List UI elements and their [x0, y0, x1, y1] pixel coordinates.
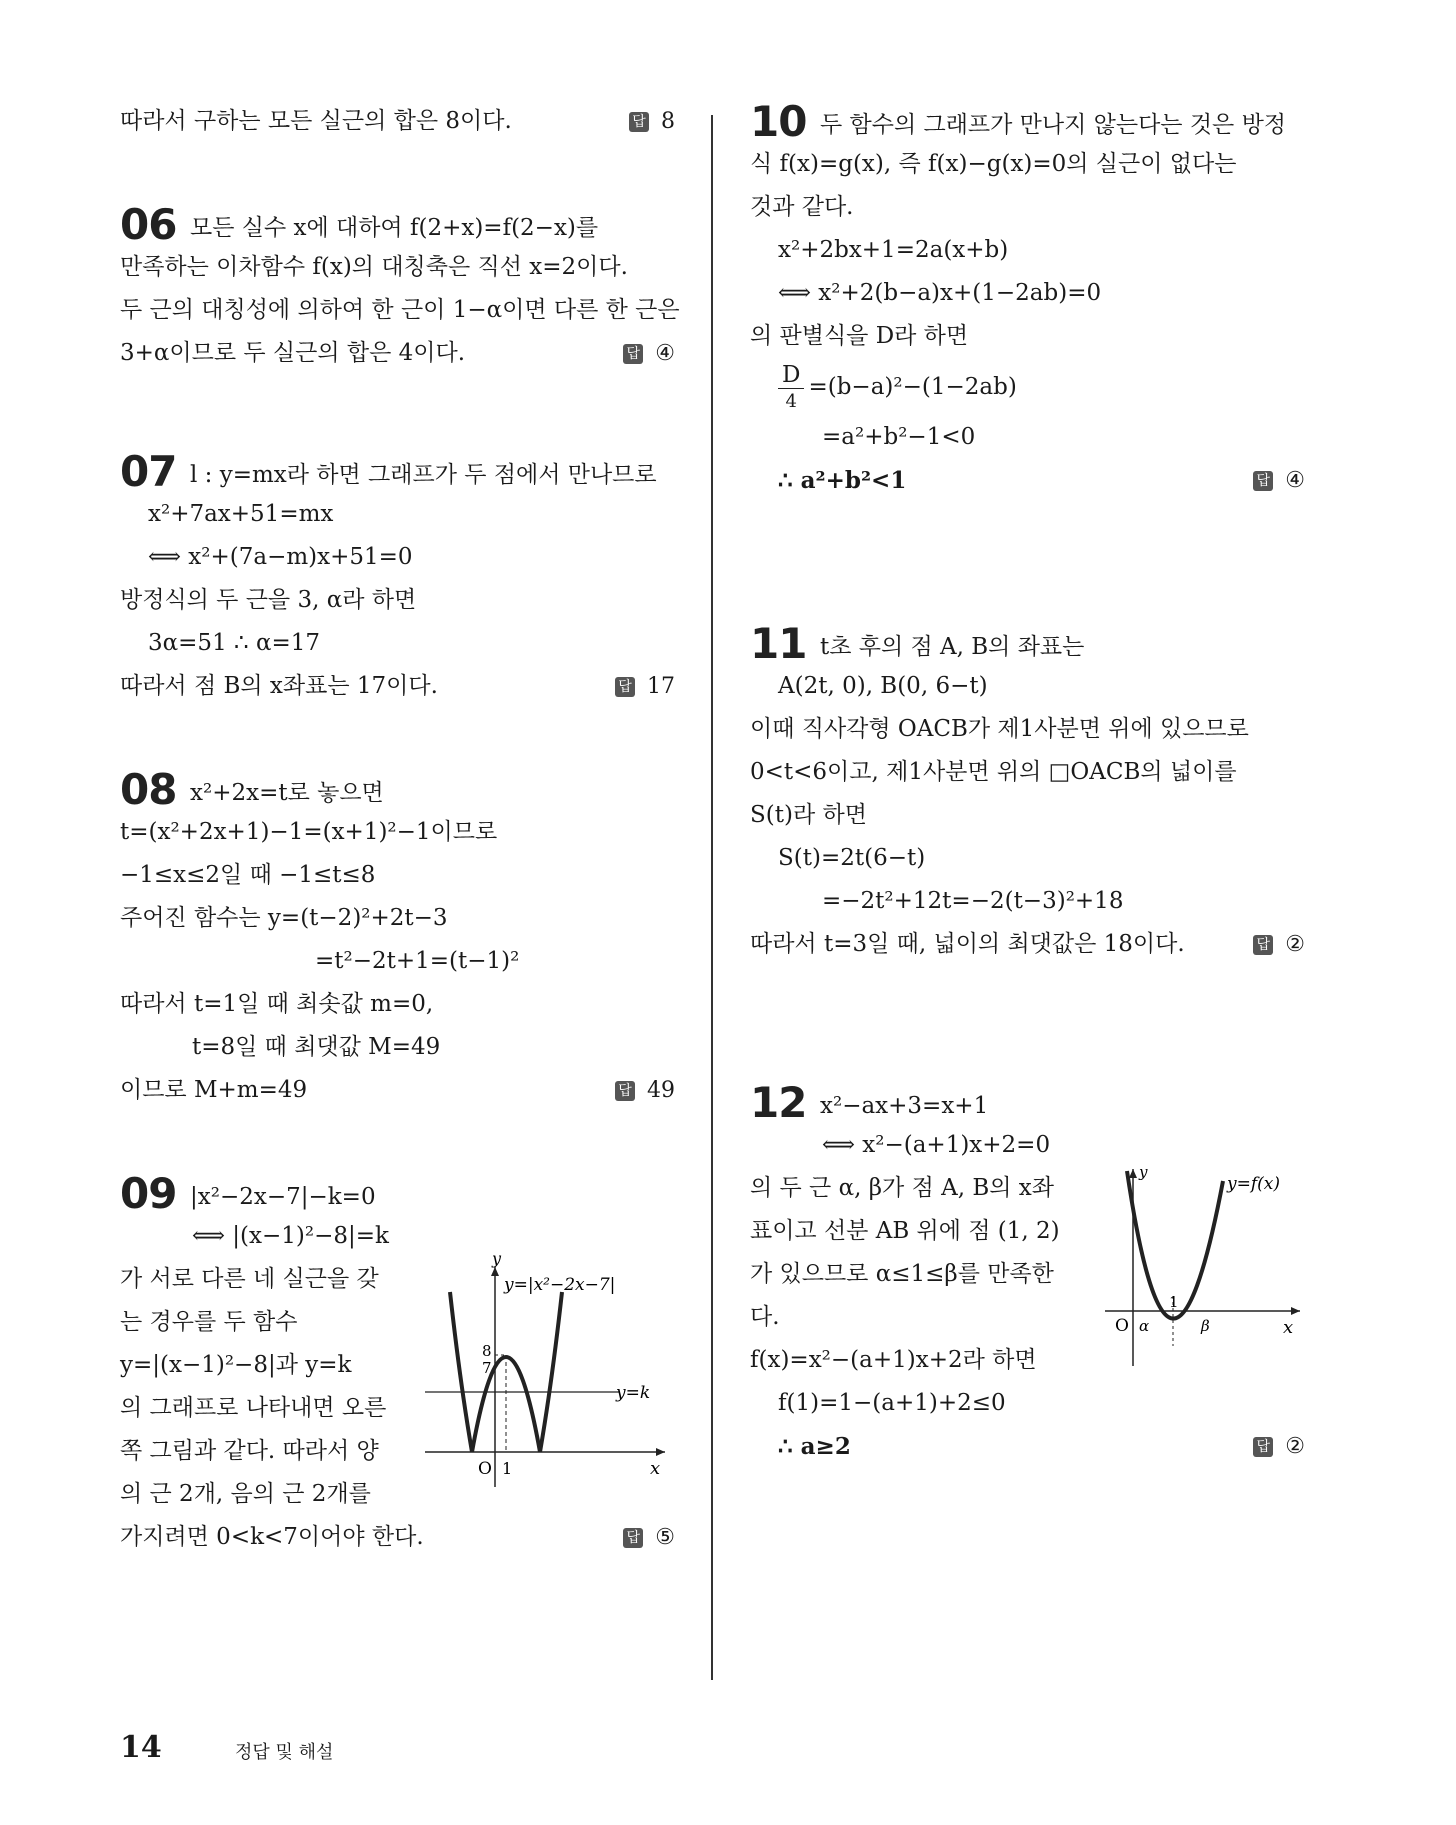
text-line: 것과 같다. [750, 194, 854, 220]
text-line-row [750, 143, 1305, 186]
fraction-numerator: D [778, 362, 804, 389]
alpha-label: α [1139, 1317, 1150, 1335]
curve-right [540, 1292, 562, 1452]
equation-line [120, 536, 675, 579]
text-line: 두 근의 대칭성에 의하여 한 근이 1−α이면 다른 한 근은 [120, 297, 680, 323]
equation-line [750, 1425, 1305, 1468]
text-line: 만족하는 이차함수 f(x)의 대칭축은 직선 x=2이다. [120, 254, 628, 280]
problem-09 [120, 1169, 675, 1559]
graph-12 [1105, 1161, 1305, 1371]
curve-left [450, 1292, 472, 1452]
text-line-row [750, 751, 1305, 794]
equation-line [750, 358, 1305, 416]
text-line-row [750, 315, 1305, 358]
y-arrow [491, 1267, 499, 1276]
equation-line [120, 811, 675, 854]
equation: 주어진 함수는 y=(t−2)²+2t−3 [120, 905, 448, 931]
answer-badge [615, 1069, 675, 1112]
equation-line [120, 493, 675, 536]
text-line-row [750, 794, 1305, 837]
answer-badge [1253, 923, 1305, 966]
top-line-text: 따라서 구하는 모든 실근의 합은 8이다. [120, 108, 512, 134]
problem-06-line [120, 246, 675, 289]
answer-value: ② [1285, 932, 1305, 957]
problem-07 [120, 447, 675, 708]
equation-line [750, 665, 1305, 708]
text-line: 이므로 M+m=49 [120, 1077, 308, 1103]
footer-title: 정답 및 해설 [235, 1742, 334, 1763]
text-line: 0<t<6이고, 제1사분면 위의 □OACB의 넓이를 [750, 759, 1237, 785]
text-line: 쪽 그림과 같다. 따라서 양 [120, 1438, 379, 1464]
equation-line [750, 1382, 1305, 1425]
problem-11 [750, 619, 1305, 966]
equation: S(t)=2t(6−t) [778, 845, 926, 871]
text-line-row [750, 923, 1305, 966]
fraction [778, 362, 804, 415]
right-column [750, 97, 1305, 1468]
text-line: 따라서 t=1일 때 최솟값 m=0, [120, 991, 434, 1017]
equation-line [120, 897, 675, 940]
text-line: 따라서 점 B의 x좌표는 17이다. [120, 673, 438, 699]
answer-badge [629, 100, 675, 143]
text-line-row [120, 1069, 675, 1112]
text-line: 식 f(x)=g(x), 즉 f(x)−g(x)=0의 실근이 없다는 [750, 151, 1237, 177]
equation: |x²−2x−7|−k=0 [190, 1184, 376, 1210]
equation-line [750, 459, 1305, 502]
problem-08 [120, 765, 675, 1112]
answer-mark: 답 [623, 344, 643, 364]
equation: x²+2bx+1=2a(x+b) [778, 237, 1009, 263]
problem-06-line [120, 200, 675, 249]
text-line: 의 근 2개, 음의 근 2개를 [120, 1481, 371, 1507]
line-label: y=k [616, 1383, 651, 1403]
problem-06-line [120, 332, 675, 375]
answer-mark: 답 [623, 1528, 643, 1548]
answer-mark: 답 [615, 677, 635, 697]
text-line-row [120, 1026, 675, 1069]
equation-line [120, 622, 675, 665]
problem-09-line [120, 1169, 675, 1218]
equation: t=(x²+2x+1)−1=(x+1)²−1이므로 [120, 819, 498, 845]
axis-y-label: y [1139, 1163, 1148, 1181]
answer-value: ② [1285, 1434, 1305, 1459]
text-line: 의 두 근 α, β가 점 A, B의 x좌 [750, 1175, 1054, 1201]
problem-number: 06 [120, 200, 177, 249]
equation: f(x)=x²−(a+1)x+2라 하면 [750, 1347, 1037, 1373]
text-line-row [120, 665, 675, 708]
curve-label: y=|x²−2x−7| [504, 1275, 616, 1295]
equation-line [750, 272, 1305, 315]
origin-label: O [478, 1459, 492, 1479]
text-line: t초 후의 점 A, B의 좌표는 [820, 634, 1085, 660]
answer-badge [1253, 459, 1305, 502]
equation: A(2t, 0), B(0, 6−t) [778, 673, 988, 699]
answer-mark: 답 [1253, 471, 1273, 491]
equation-line [750, 880, 1305, 923]
equation: =a²+b²−1<0 [822, 424, 976, 450]
equation-line [750, 416, 1305, 459]
text-line-row [750, 186, 1305, 229]
column-divider [711, 115, 713, 1680]
problem-number: 08 [120, 765, 177, 814]
answer-mark: 답 [1253, 1437, 1273, 1457]
text-line: 표이고 선분 AB 위에 점 (1, 2) [750, 1218, 1060, 1244]
answer-badge [623, 332, 675, 375]
text-line: 다. [750, 1304, 780, 1330]
text-line: 의 그래프로 나타내면 오른 [120, 1395, 387, 1421]
left-column [120, 100, 680, 1559]
text-line: 방정식의 두 근을 3, α라 하면 [120, 587, 417, 613]
equation: 3α=51 ∴ α=17 [148, 630, 321, 656]
page-number: 14 [120, 1730, 162, 1765]
equation: −1≤x≤2일 때 −1≤t≤8 [120, 862, 376, 888]
conclusion: ∴ a≥2 [778, 1433, 851, 1460]
axis-x-label: x [1283, 1317, 1294, 1338]
problem-06-line [120, 289, 680, 332]
answer-value: 17 [647, 674, 675, 699]
answer-mark: 답 [615, 1081, 635, 1101]
graph-09 [420, 1252, 670, 1492]
axis-y-label: y [492, 1252, 502, 1268]
text-line: 3+α이므로 두 실근의 합은 4이다. [120, 340, 466, 366]
problem-number: 09 [120, 1169, 177, 1218]
answer-mark: 답 [629, 112, 649, 132]
x-arrow [1291, 1307, 1300, 1315]
problem-07-line [120, 447, 675, 496]
x-arrow [656, 1448, 665, 1456]
answer-value: ⑤ [655, 1525, 675, 1550]
beta-label: β [1201, 1317, 1210, 1335]
top-line [120, 100, 675, 143]
axis-x-label: x [650, 1458, 661, 1479]
equation: f(1)=1−(a+1)+2≤0 [778, 1390, 1006, 1416]
problem-08-line [120, 765, 675, 814]
equation: y=|(x−1)²−8|과 y=k [120, 1352, 352, 1378]
answer-value: ④ [655, 341, 675, 366]
tick-label: 8 [482, 1342, 492, 1360]
tick-label: 1 [1169, 1293, 1179, 1311]
problem-12 [750, 1078, 1305, 1468]
equation: ⟺ |(x−1)²−8|=k [192, 1223, 389, 1249]
equation: =−2t²+12t=−2(t−3)²+18 [822, 888, 1124, 914]
y-arrow [1129, 1169, 1137, 1178]
equation: ⟺ x²−(a+1)x+2=0 [822, 1132, 1051, 1158]
origin-label: O [1115, 1316, 1129, 1336]
answer-mark: 답 [1253, 935, 1273, 955]
equation-line [120, 854, 675, 897]
equation: ⟺ x²+(7a−m)x+51=0 [148, 544, 413, 570]
text-line: 가지려면 0<k<7이어야 한다. [120, 1524, 424, 1550]
text-line-row [750, 708, 1305, 751]
answer-badge [615, 665, 675, 708]
text-line: 두 함수의 그래프가 만나지 않는다는 것은 방정 [820, 112, 1287, 138]
text-line: l : y=mx라 하면 그래프가 두 점에서 만나므로 [190, 462, 657, 488]
answer-badge [1253, 1425, 1305, 1468]
equation-line [750, 229, 1305, 272]
problem-10-line [750, 97, 1305, 146]
tick-label: 7 [482, 1359, 492, 1377]
text-line: x²+2x=t로 놓으면 [190, 780, 384, 806]
equation: =(b−a)²−(1−2ab) [808, 374, 1017, 400]
text-line: S(t)라 하면 [750, 802, 867, 828]
problem-12-line [750, 1078, 1305, 1127]
text-line-row [120, 983, 675, 1026]
curve-label: y=f(x) [1227, 1174, 1280, 1194]
problem-11-line [750, 619, 1305, 668]
equation: =t²−2t+1=(t−1)² [315, 948, 520, 974]
fraction-denominator: 4 [785, 390, 797, 412]
text-line: t=8일 때 최댓값 M=49 [192, 1034, 441, 1060]
text-line: 따라서 t=3일 때, 넓이의 최댓값은 18이다. [750, 931, 1185, 957]
equation-line [750, 837, 1305, 880]
equation: x²−ax+3=x+1 [820, 1093, 989, 1119]
answer-badge [623, 1516, 675, 1559]
text-line: 의 판별식을 D라 하면 [750, 323, 969, 349]
text-line: 모든 실수 x에 대하여 f(2+x)=f(2−x)를 [190, 215, 599, 241]
answer-value: 8 [661, 109, 675, 134]
text-line: 는 경우를 두 함수 [120, 1309, 298, 1335]
problem-number: 07 [120, 447, 177, 496]
tick-label: 1 [502, 1459, 513, 1478]
text-line-row [120, 1516, 675, 1559]
equation: ⟺ x²+2(b−a)x+(1−2ab)=0 [778, 280, 1102, 306]
equation-line [120, 940, 675, 983]
problem-10 [750, 97, 1305, 502]
problem-06 [120, 200, 680, 375]
text-line: 이때 직사각형 OACB가 제1사분면 위에 있으므로 [750, 716, 1249, 742]
answer-value: 49 [647, 1078, 675, 1103]
answer-value: ④ [1285, 468, 1305, 493]
text-line-row [120, 579, 675, 622]
problem-number: 10 [750, 97, 807, 146]
conclusion: ∴ a²+b²<1 [778, 467, 907, 494]
text-line: 가 서로 다른 네 실근을 갖 [120, 1266, 379, 1292]
problem-number: 11 [750, 619, 807, 668]
problem-number: 12 [750, 1078, 807, 1127]
text-line: 가 있으므로 α≤1≤β를 만족한 [750, 1261, 1054, 1287]
equation: x²+7ax+51=mx [148, 501, 334, 527]
